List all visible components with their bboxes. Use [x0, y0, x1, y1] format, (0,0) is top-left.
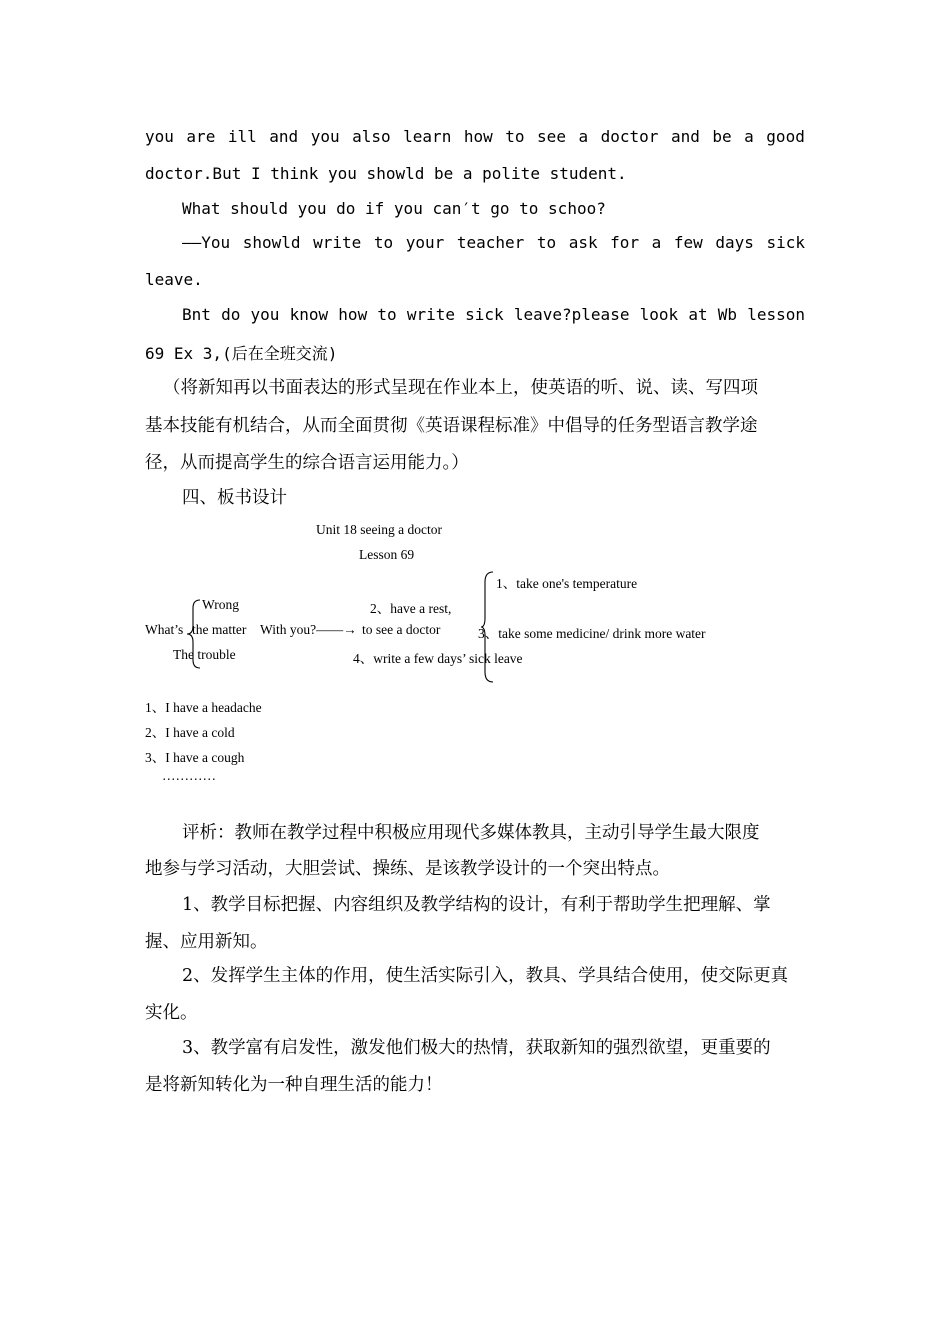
commentary-intro-text: ：教师在教学过程中积极应用现代多媒体教具，主动引导学生最大限度 [217, 823, 760, 843]
commentary-p2-line-2: 实化。 [145, 1003, 198, 1023]
commentary-p3-line-2: 是将新知转化为一种自理生活的能力！ [145, 1075, 443, 1095]
word: few [673, 233, 703, 252]
board-symptom-1: 1、I have a headache [145, 700, 262, 715]
word: how [463, 127, 493, 146]
board-advice-4: 4、write a few days’ sick leave [353, 651, 523, 666]
word: look [639, 305, 679, 324]
word: see [537, 127, 566, 146]
word: and [269, 127, 299, 146]
english-line-3: What should you do if you can′t go to schoo? [182, 199, 606, 218]
word: Bnt [182, 305, 211, 324]
word: your [405, 233, 445, 252]
word: leave?please [513, 305, 630, 324]
english-line-6 [182, 305, 805, 324]
word: how [338, 305, 368, 324]
board-symptom-2: 2、I have a cold [145, 725, 235, 740]
word: ask [568, 233, 598, 252]
note-line-2: 基本技能有机结合，从而全面贯彻《英语课程标准》中倡导的任务型语言教学途 [145, 416, 758, 436]
commentary-intro-line-1 [182, 819, 760, 844]
word: sick [766, 233, 805, 252]
word: be [712, 127, 732, 146]
commentary-p1-line-1: 1、教学目标把握、内容组织及教学结构的设计，有利于帮助学生把理解、掌 [182, 895, 771, 915]
word: are [186, 127, 216, 146]
word: to [505, 127, 525, 146]
board-option-matter: the matter [192, 622, 247, 637]
word: a [744, 127, 754, 146]
word: a [578, 127, 589, 146]
word: learn [403, 127, 452, 146]
english-line-4 [182, 233, 805, 252]
board-title: Unit 18 seeing a doctor [316, 522, 442, 537]
word: to [536, 233, 557, 252]
commentary-p3-line-1: 3、教学富有启发性，激发他们极大的热情，获取新知的强烈欲望，更重要的 [182, 1038, 771, 1058]
board-advice-1: 1、take one's temperature [496, 576, 638, 591]
english-line-2: doctor.But I think you showld be a polite student. [145, 164, 627, 183]
board-with-you: With you?——→ [260, 622, 357, 637]
word: also [352, 127, 391, 146]
word: Wb [717, 305, 738, 324]
left-brace-icon [186, 598, 202, 670]
board-ellipsis: ………… [162, 768, 216, 783]
commentary-p1-line-2: 握、应用新知。 [145, 932, 268, 952]
word: teacher [456, 233, 525, 252]
word: and [670, 127, 700, 146]
word: ill [227, 127, 257, 146]
word: for [610, 233, 640, 252]
word: a [651, 233, 662, 252]
commentary-p2-line-1: 2、发挥学生主体的作用，使生活实际引入，教具、学具结合使用，使交际更真 [182, 966, 789, 986]
word: ——You [182, 233, 231, 252]
word: you [310, 127, 340, 146]
board-lesson: Lesson 69 [359, 547, 415, 562]
word: lesson [747, 305, 805, 324]
word: at [688, 305, 708, 324]
word: to [373, 233, 394, 252]
board-advice-2: 2、have a rest, [370, 601, 452, 616]
english-line-7: 69 Ex 3,(后在全班交流) [145, 344, 338, 363]
word: write [406, 305, 455, 324]
board-see-doctor: to see a doctor [362, 622, 441, 637]
board-whats: What’s [145, 622, 184, 637]
word: showld [242, 233, 301, 252]
english-line-1 [145, 127, 805, 146]
board-option-trouble: The trouble [173, 647, 236, 662]
word: good [766, 127, 805, 146]
word: doctor [600, 127, 659, 146]
section-4-heading: 四、板书设计 [182, 488, 287, 508]
english-line-5: leave. [145, 270, 203, 289]
board-advice-3: 3、take some medicine/ drink more water [478, 626, 706, 641]
note-line-1: （将新知再以书面表达的形式呈现在作业本上，使英语的听、说、读、写四项 [163, 378, 758, 398]
right-brace-icon [481, 570, 495, 684]
board-symptom-3: 3、I have a cough [145, 750, 245, 765]
word: do [221, 305, 241, 324]
note-line-3: 径，从而提高学生的综合语言运用能力。） [145, 453, 469, 473]
word: to [377, 305, 397, 324]
commentary-intro-line-2: 地参与学习活动，大胆尝试、操练、是该教学设计的一个突出特点。 [145, 859, 670, 879]
word: write [313, 233, 362, 252]
word: know [289, 305, 329, 324]
word: sick [465, 305, 504, 324]
word: you [250, 305, 280, 324]
commentary-label: 评析 [182, 823, 217, 843]
word: you [145, 127, 174, 146]
board-option-wrong: Wrong [202, 597, 239, 612]
word: days [715, 233, 754, 252]
